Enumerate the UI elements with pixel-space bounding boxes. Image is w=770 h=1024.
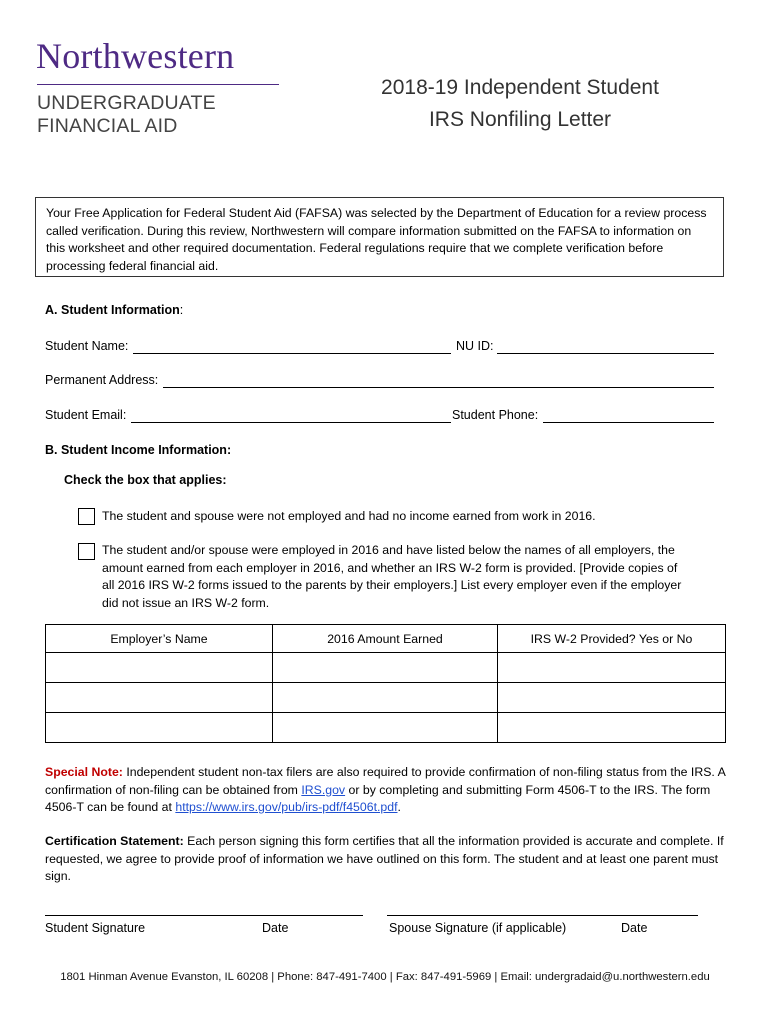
spouse-signature-label: Spouse Signature (if applicable) — [389, 921, 567, 935]
student-name-label: Student Name: — [45, 339, 129, 353]
section-a-title: Student Information — [60, 303, 180, 317]
logo-subtitle — [37, 92, 216, 138]
table-row — [46, 713, 726, 743]
header-amount-earned: 2016 Amount Earned — [273, 625, 498, 653]
certification-statement — [45, 833, 735, 886]
amount-earned-cell[interactable] — [273, 713, 498, 743]
student-phone-field[interactable] — [543, 421, 714, 423]
option-employed-checkbox[interactable] — [78, 543, 95, 560]
section-a-colon: : — [179, 303, 184, 317]
option-employed-text: The student and/or spouse were employed in 2016 and have listed below the names of all employers, the amount earned from each employer in 2016, and whether an IRS W-2 form is provided. [Provide copies of all 2016 IRS W-2 forms issued to the parents by their employers.] List every employer even if the employer did not issue an IRS W-2 form. — [102, 543, 682, 610]
document-title-line1: 2018-19 Independent Student — [381, 76, 659, 99]
section-b-heading: B. Student Income Information: — [45, 443, 232, 457]
student-name-field[interactable] — [133, 352, 451, 354]
student-signature-line[interactable] — [45, 914, 363, 916]
check-box-instruction: Check the box that applies: — [64, 473, 227, 487]
logo-divider — [37, 84, 279, 85]
section-a-heading — [45, 303, 183, 317]
w2-provided-cell[interactable] — [498, 653, 726, 683]
w2-provided-cell[interactable] — [498, 683, 726, 713]
spouse-signature-line[interactable] — [387, 914, 698, 916]
logo-subtitle-line2: FINANCIAL AID — [37, 115, 178, 137]
special-note-label: Special Note: — [45, 765, 123, 779]
irs-gov-link[interactable]: IRS.gov — [301, 782, 346, 797]
nu-id-label: NU ID: — [456, 339, 494, 353]
header-w2-provided: IRS W-2 Provided? Yes or No — [498, 625, 726, 653]
w2-provided-cell[interactable] — [498, 713, 726, 743]
employer-name-cell[interactable] — [46, 713, 273, 743]
table-row — [46, 653, 726, 683]
student-date-label: Date — [262, 921, 289, 935]
permanent-address-label: Permanent Address: — [45, 373, 159, 387]
nu-id-field[interactable] — [497, 352, 714, 354]
employer-table — [45, 624, 726, 743]
student-email-label: Student Email: — [45, 408, 127, 422]
section-a-letter: A. — [45, 303, 58, 317]
special-note-text2: or by completing and submitting Form 4506-T to the IRS. The form 4506-T can be found at — [45, 782, 711, 814]
header-employer-name: Employer’s Name — [46, 625, 273, 653]
permanent-address-field[interactable] — [163, 386, 714, 388]
certification-label: Certification Statement: — [45, 834, 184, 848]
contact-footer: 1801 Hinman Avenue Evanston, IL 60208 | Phone: 847-491-7400 | Fax: 847-491-5969 | Email: undergradaid@u.northwestern.edu — [60, 971, 710, 983]
student-phone-label: Student Phone: — [452, 408, 539, 422]
logo-subtitle-line1: UNDERGRADUATE — [37, 92, 216, 114]
certification-text: Each person signing this form certifies that all the information provided is accurate and complete. If requested, we agree to provide proof of information we have outlined on this form. The student and at least one parent must sign. — [45, 834, 724, 883]
document-title-line2: IRS Nonfiling Letter — [428, 108, 612, 131]
amount-earned-cell[interactable] — [273, 683, 498, 713]
table-header-row — [46, 625, 726, 653]
logo-wordmark: Northwestern — [36, 36, 235, 76]
option-no-income-text: The student and spouse were not employed and had no income earned from work in 2016. — [102, 509, 596, 523]
student-email-field[interactable] — [131, 421, 451, 423]
option-no-income-checkbox[interactable] — [78, 508, 95, 525]
special-note-text3: . — [397, 800, 401, 814]
table-row — [46, 683, 726, 713]
spouse-date-label: Date — [621, 921, 648, 935]
document-title — [330, 72, 710, 136]
verification-notice: Your Free Application for Federal Student Aid (FAFSA) was selected by the Department of Education for a review process called verification. During this review, Northwestern will compare information submitted on the FAFSA to information on this worksheet and other required documentation. Federal regulations require that we complete verification before processing federal financial aid. — [35, 197, 724, 277]
form-4506t-link[interactable]: https://www.irs.gov/pub/irs-pdf/f4506t.pdf — [175, 800, 398, 814]
special-note — [45, 764, 735, 817]
amount-earned-cell[interactable] — [273, 653, 498, 683]
employer-name-cell[interactable] — [46, 653, 273, 683]
special-note-text1: Independent student non-tax filers are also required to provide confirmation of non-filing status from the IRS. A confirmation of non-filing can be obtained from — [45, 765, 726, 797]
student-signature-label: Student Signature — [45, 921, 146, 935]
employer-name-cell[interactable] — [46, 683, 273, 713]
